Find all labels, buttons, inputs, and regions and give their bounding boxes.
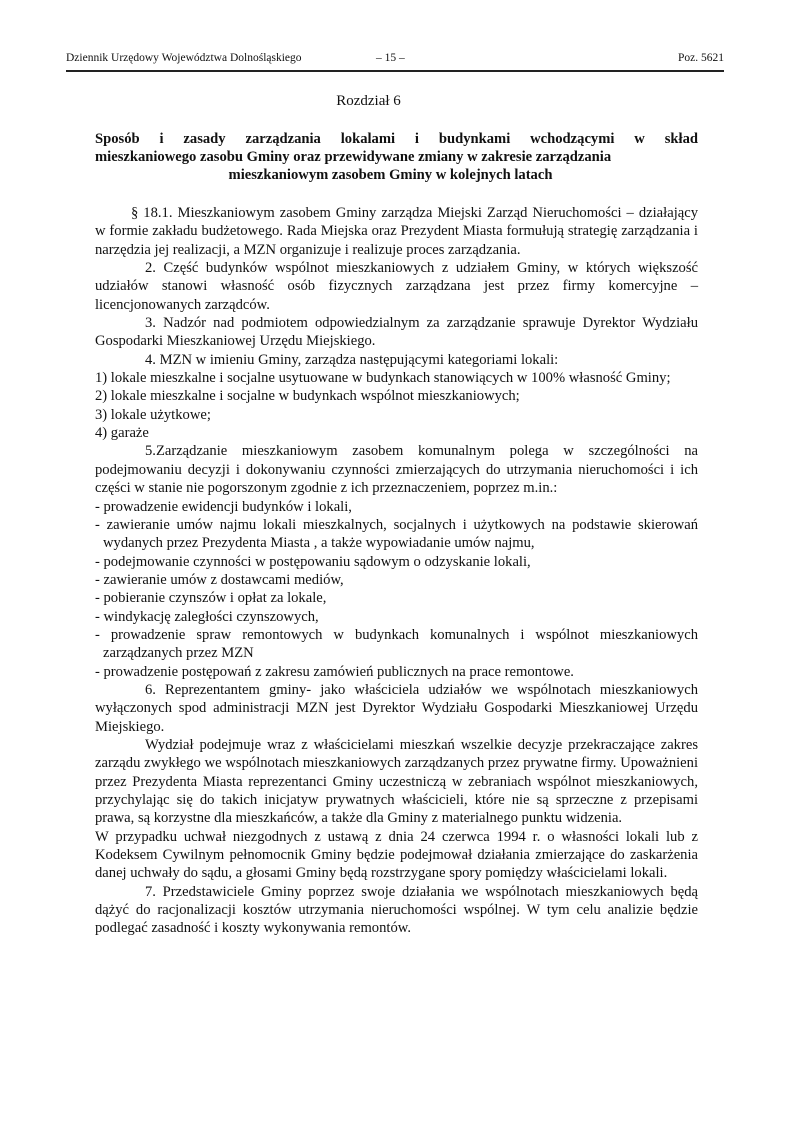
title-line-2: mieszkaniowego zasobu Gminy oraz przewidywane zmiany w zakresie zarządzania [95, 149, 612, 165]
task-item: - prowadzenie ewidencji budynków i lokali, [95, 498, 352, 515]
category-item: 3) lokale użytkowe; [95, 406, 211, 423]
task-item: - prowadzenie postępowań z zakresu zamówień publicznych na prace remontowe. [95, 663, 574, 680]
task-item: - prowadzenie spraw remontowych w budynkach komunalnych i wspólnot mieszkaniowych zarządzanych przez MZN [95, 626, 698, 662]
paragraph-wydzial: Wydział podejmuje wraz z właścicielami mieszkań wszelkie decyzje przekraczające zakres zarządu zwykłego we wspólnotach mieszkaniowych zarządzanych przez prywatne firmy. Upoważnieni przez Prezydenta Miasta reprezentanci Gminy uczestniczą w zebraniach wspólnot mieszkaniowych, przychylając się do takich inicjatyw prywatnych właścicieli, które nie są sprzeczne z przepisami prawa, są korzystne dla mieszkańców, a także dla Gminy z materialnego punktu widzenia. [95, 736, 698, 827]
header-divider [66, 70, 724, 72]
task-item: - zawieranie umów z dostawcami mediów, [95, 571, 344, 588]
title-line-3: mieszkaniowym zasobem Gminy w kolejnych latach [228, 167, 553, 183]
chapter-heading [0, 93, 793, 110]
chapter-label: Rozdział 6 [336, 93, 401, 109]
paragraph-5: 5.Zarządzanie mieszkaniowym zasobem komunalnym polega w szczególności na podejmowaniu decyzji i dokonywaniu czynności zmierzających do utrzymania nieruchomości i ich części w stanie nie pogorszonym zgodnie z ich przeznaczeniem, poprzez m.in.: [95, 443, 698, 497]
page-number: – 15 – [376, 52, 405, 64]
task-item: - podejmowanie czynności w postępowaniu sądowym o odzyskanie lokali, [95, 553, 531, 570]
paragraph-6: 6. Reprezentantem gminy- jako właściciela udziałów we wspólnotach mieszkaniowych wyłączonych spod administracji MZN jest Dyrektor Wydziału Gospodarki Mieszkaniowej Urzędu Miejskiego. [95, 681, 698, 735]
category-item: 4) garaże [95, 425, 149, 442]
section-title [95, 130, 698, 184]
paragraph-18-1: § 18.1. Mieszkaniowym zasobem Gminy zarządza Miejski Zarząd Nieruchomości – działający w formie zakładu budżetowego. Rada Miejska oraz Prezydent Miasta formułują strategię zarządzania i narzędzia jej realizacji, a MZN organizuje i realizuje proces zarządzania. [95, 205, 698, 258]
category-item: 1) lokale mieszkalne i socjalne usytuowane w budynkach stanowiących w 100% własność Gminy; [95, 370, 671, 387]
paragraph-7: 7. Przedstawiciele Gminy poprzez swoje działania we wspólnotach mieszkaniowych będą dążyć do racjonalizacji kosztów utrzymania nieruchomości wspólnej. W tym celu analizie będzie podlegać zasadność i koszty wykonywania remontów. [95, 883, 698, 937]
task-item: - zawieranie umów najmu lokali mieszkalnych, socjalnych i użytkowych na podstawie skierowań wydanych przez Prezydenta Miasta , a także wypowiadanie umów najmu, [95, 516, 698, 552]
paragraph-3: 3. Nadzór nad podmiotem odpowiedzialnym za zarządzanie sprawuje Dyrektor Wydziału Gospodarki Mieszkaniowej Urzędu Miejskiego. [95, 315, 698, 350]
task-item: - pobieranie czynszów i opłat za lokale, [95, 590, 327, 607]
paragraph-uchwaly: W przypadku uchwał niezgodnych z ustawą z dnia 24 czerwca 1994 r. o własności lokali lub z Kodeksem Cywilnym pełnomocnik Gminy będzie podejmował działania zmierzające do zaskarżenia danej uchwały do sądu, a głosami Gminy będą rozstrzygane spory pomiędzy właścicielami lokali. [95, 828, 698, 882]
position-number: Poz. 5621 [678, 52, 724, 64]
paragraph-2: 2. Część budynków wspólnot mieszkaniowych z udziałem Gminy, w których większość udziałów stanowi własność osób fizycznych zarządzana jest przez firmy komercyjne – licencjonowanych zarządców. [95, 260, 698, 313]
page-header [66, 52, 724, 70]
category-item: 2) lokale mieszkalne i socjalne w budynkach wspólnot mieszkaniowych; [95, 388, 520, 405]
journal-name: Dziennik Urzędowy Województwa Dolnośląskiego [66, 52, 302, 64]
title-line-1: Sposób i zasady zarządzania lokalami i budynkami wchodzącymi w skład [95, 131, 698, 147]
document-body [95, 204, 698, 938]
task-item: - windykację zaległości czynszowych, [95, 608, 319, 625]
paragraph-4: 4. MZN w imieniu Gminy, zarządza następującymi kategoriami lokali: [145, 351, 559, 368]
